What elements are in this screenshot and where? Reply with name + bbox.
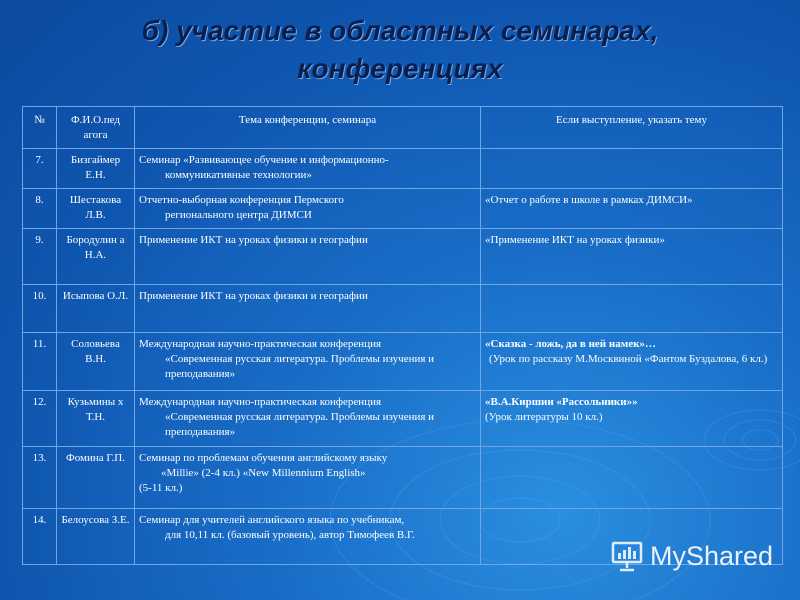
header-topic: Тема конференции, семинара — [135, 107, 481, 149]
row-talk — [481, 285, 783, 333]
topic-line-2: «Современная русская литература. Проблемы изучения и преподавания» — [165, 353, 435, 380]
row-talk: «Применение ИКТ на уроках физики» — [481, 229, 783, 285]
topic-line-2: коммуникативные технологии» — [165, 169, 312, 181]
topic-line-2: для 10,11 кл. (базовый уровень), автор Тимофеев В.Г. — [165, 529, 415, 541]
row-talk — [481, 391, 783, 447]
topic-line-2: «Millie» (2-4 кл.) «New Millennium English» — [161, 467, 366, 479]
table-row — [23, 189, 783, 229]
table-row — [23, 447, 783, 509]
row-num: 8. — [23, 189, 57, 229]
header-num: № — [23, 107, 57, 149]
table-row — [23, 333, 783, 391]
row-num: 12. — [23, 391, 57, 447]
row-topic: Применение ИКТ на уроках физики и географии — [135, 285, 481, 333]
title-line-1: б) участие в областных семинарах, — [141, 15, 659, 46]
row-talk — [481, 149, 783, 189]
row-topic: Применение ИКТ на уроках физики и географии — [135, 229, 481, 285]
table-row — [23, 149, 783, 189]
talk-line: «В.А.Киршин «Рассольники»» — [485, 396, 638, 408]
topic-line-2: регионального центра ДИМСИ — [165, 209, 312, 221]
title-line-2: конференциях — [297, 53, 503, 84]
talk-line: «Сказка - ложь, да в ней намек»… — [485, 338, 656, 350]
watermark-text: MyShared — [650, 540, 774, 571]
row-topic — [135, 447, 481, 509]
header-talk: Если выступление, указать тему — [481, 107, 783, 149]
row-fio: Соловьева В.Н. — [57, 333, 135, 391]
row-topic — [135, 333, 481, 391]
table-row — [23, 391, 783, 447]
slide-title — [0, 12, 800, 88]
row-num: 10. — [23, 285, 57, 333]
row-topic — [135, 509, 481, 565]
presentation-board-icon — [610, 539, 644, 573]
row-fio: Бородулин а Н.А. — [57, 229, 135, 285]
table-row — [23, 285, 783, 333]
row-topic — [135, 149, 481, 189]
row-talk — [481, 447, 783, 509]
row-num: 7. — [23, 149, 57, 189]
row-fio: Фомина Г.П. — [57, 447, 135, 509]
row-num: 13. — [23, 447, 57, 509]
row-fio: Кузьмины х Т.Н. — [57, 391, 135, 447]
topic-line-2: «Современная русская литература. Проблемы изучения и преподавания» — [165, 411, 435, 438]
topic-line: Международная научно-практическая конференция — [139, 396, 382, 408]
seminars-table — [22, 106, 783, 565]
row-talk: «Отчет о работе в школе в рамках ДИМСИ» — [481, 189, 783, 229]
talk-line-2: (Урок по рассказу М.Москвиной «Фантом Буздалова, 6 кл.) — [489, 353, 768, 365]
topic-line: Семинар для учителей английского языка по учебникам, — [139, 514, 405, 526]
header-fio: Ф.И.О.пед агога — [57, 107, 135, 149]
row-fio: Бизгаймер Е.Н. — [57, 149, 135, 189]
topic-line: Международная научно-практическая конференция — [139, 338, 382, 350]
table-row — [23, 229, 783, 285]
row-topic — [135, 391, 481, 447]
topic-line-3: (5-11 кл.) — [139, 482, 183, 494]
row-fio: Шестакова Л.В. — [57, 189, 135, 229]
row-fio: Белоусова З.Е. — [57, 509, 135, 565]
talk-line-2: (Урок литературы 10 кл.) — [485, 411, 603, 423]
row-talk — [481, 333, 783, 391]
row-topic — [135, 189, 481, 229]
row-num: 11. — [23, 333, 57, 391]
table-header-row — [23, 107, 783, 149]
row-num: 14. — [23, 509, 57, 565]
row-num: 9. — [23, 229, 57, 285]
myshared-watermark — [610, 536, 790, 576]
topic-line: Семинар по проблемам обучения английскому языку — [139, 452, 388, 464]
topic-line: Отчетно-выборная конференция Пермского — [139, 194, 344, 206]
topic-line: Семинар «Развивающее обучение и информационно- — [139, 154, 389, 166]
row-fio: Исыпова О.Л. — [57, 285, 135, 333]
